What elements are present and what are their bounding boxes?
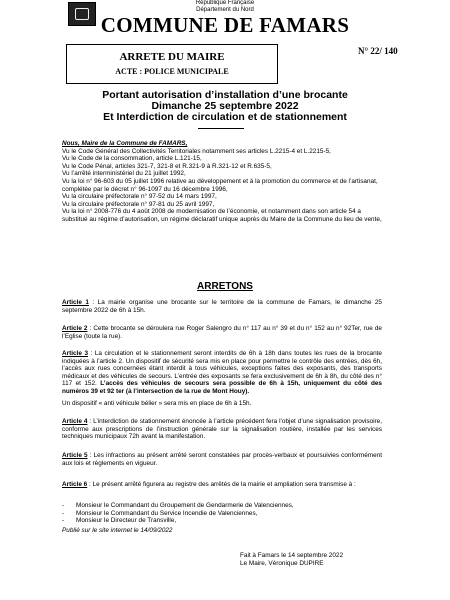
published-note: Publié sur le site internet le 14/09/2022 [62,527,173,534]
vu-line: Vu la loi n° 96-603 du 05 juillet 1996 relative au développement et à la promotion du commerce et de l’artisanat, complétée par le décret n° 96-1097 du 16 décembre 1996, [62,177,378,193]
article-5-label: Article 5 [62,452,88,459]
republic-label [0,0,450,14]
article-5 [62,452,382,467]
article-3-extra: Un dispositif « anti véhicule bélier » sera mis en place de 6h à 15h. [62,400,252,407]
article-3-bold: L’accès des véhicules de secours sera possible de 6h à 15h, uniquement du côté des numéros 39 et 92 ter (à l’intersection de la rue de Mont Houy). [62,380,382,395]
mayor-intro: Nous, Maire de la Commune de FAMARS, [62,140,188,147]
vu-line: Vu le Code Général des Collectivités Territoriales notamment ses articles L.2215-4 et L.2215-5, [62,147,331,155]
arrete-box [66,44,278,84]
signature-block [240,552,420,567]
list-item: - Monsieur le Commandant du Service Incendie de Valenciennes, [62,509,258,517]
commune-title: COMMUNE DE FAMARS [100,13,350,37]
vu-line: Vu la circulaire préfectorale n° 97-52 du 14 mars 1997, [62,193,217,201]
recipients-list [62,502,382,525]
article-6-text: : Le présent arrêté figurera au registre des arrêtés de la mairie et ampliation sera transmise à : [87,481,356,488]
arrete-subtitle: ACTE : POLICE MUNICIPALE [115,67,229,76]
article-2 [62,325,382,340]
arretons-heading: ARRETONS [197,281,253,292]
article-4-label: Article 4 [62,418,88,425]
article-1 [62,299,382,314]
article-3 [62,350,382,396]
recipient-text: Monsieur le Commandant du Service Incendie de Valenciennes, [76,509,258,517]
arrete-number: N° 22/ 140 [358,46,398,56]
signature-place-date: Fait à Famars le 14 septembre 2022 [240,552,344,559]
recipient-text: Monsieur le Commandant du Groupement de Gendarmerie de Valenciennes, [76,502,294,509]
article-6-label: Article 6 [62,481,88,488]
recipient-text: Monsieur le Directeur de Transville, [76,517,177,525]
vu-line: Vu la circulaire préfectorale n° 97-81 du 25 avril 1997, [62,200,215,208]
vu-line: Vu l’arrêté interministériel du 21 juillet 1992, [62,170,186,178]
subject-line-1: Portant autorisation d’installation d’une brocante [102,89,348,101]
article-6 [62,481,382,489]
subject-line-2: Dimanche 25 septembre 2022 [151,100,299,112]
preamble [62,140,382,224]
vu-line: Vu le Code de la consommation, article L.121-15, [62,155,202,163]
department-text: Département du Nord [196,7,254,13]
list-item: - Monsieur le Commandant du Groupement de Gendarmerie de Valenciennes, [62,502,294,509]
republic-text: République Française [195,0,255,6]
vu-line: Vu le Code Pénal, articles 321-7, 321-8 et R.321-9 à R.321-12 et R.635-5, [62,162,272,170]
article-4 [62,418,382,441]
article-2-text: : Cette brocante se déroulera rue Roger Salengro du n° 117 au n° 39 et du n° 152 au n° 92Ter, rue de l’Eglise (toute la rue). [62,325,382,340]
list-item: - Monsieur le Directeur de Transville, [62,517,177,525]
subject-line-3: Et Interdiction de circulation et de stationnement [103,111,347,123]
article-3-text: : La circulation et le stationnement seront interdits de 6h à 18h dans toutes les rues de la brocante indiquées à l’article 2. Un dispositif de sécurité sera mis en place pour permettre le contrôle des entrées, dès 6h, l’accès aux rues concernées étant interdit à tous véhicules, exceptions faites des exposants, des transports médicaux et des véhicules de secours. L’entrée des exposants se fera exclusivement de 6h à 8h, du côté des n° 117 et 152. [62,350,382,388]
article-5-text: : Les infractions au présent arrêté seront constatées par procès-verbaux et poursuivies conformément aux lois et règlements en vigueur. [62,452,382,467]
article-2-label: Article 2 [62,325,88,332]
arrete-title: ARRETE DU MAIRE [119,51,225,63]
article-1-label: Article 1 [62,299,89,306]
article-3-label: Article 3 [62,350,88,357]
vu-line: Vu la loi n° 2008-776 du 4 août 2008 de modernisation de l’économie, et notamment dans son article 54 a substitué au régime d’autorisation, un régime déclaratif unique auprès du Maire de la Commune du lieu de vente, [62,208,382,223]
signature-mayor: Le Maire, Véronique DUPIRE [240,559,324,567]
article-4-text: : L’interdiction de stationnement énoncée à l’article précédent fera l’objet d’une signalisation provisoire, conforme aux prescriptions de l’instruction générale sur la signalisation routière, installée par les services techniques municipaux 72h avant la manifestation. [62,418,382,441]
article-1-text: : La mairie organise une brocante sur le territoire de la commune de Famars, le dimanche 25 septembre 2022 de 6h à 15h. [62,299,382,314]
subject-underline [198,128,244,129]
